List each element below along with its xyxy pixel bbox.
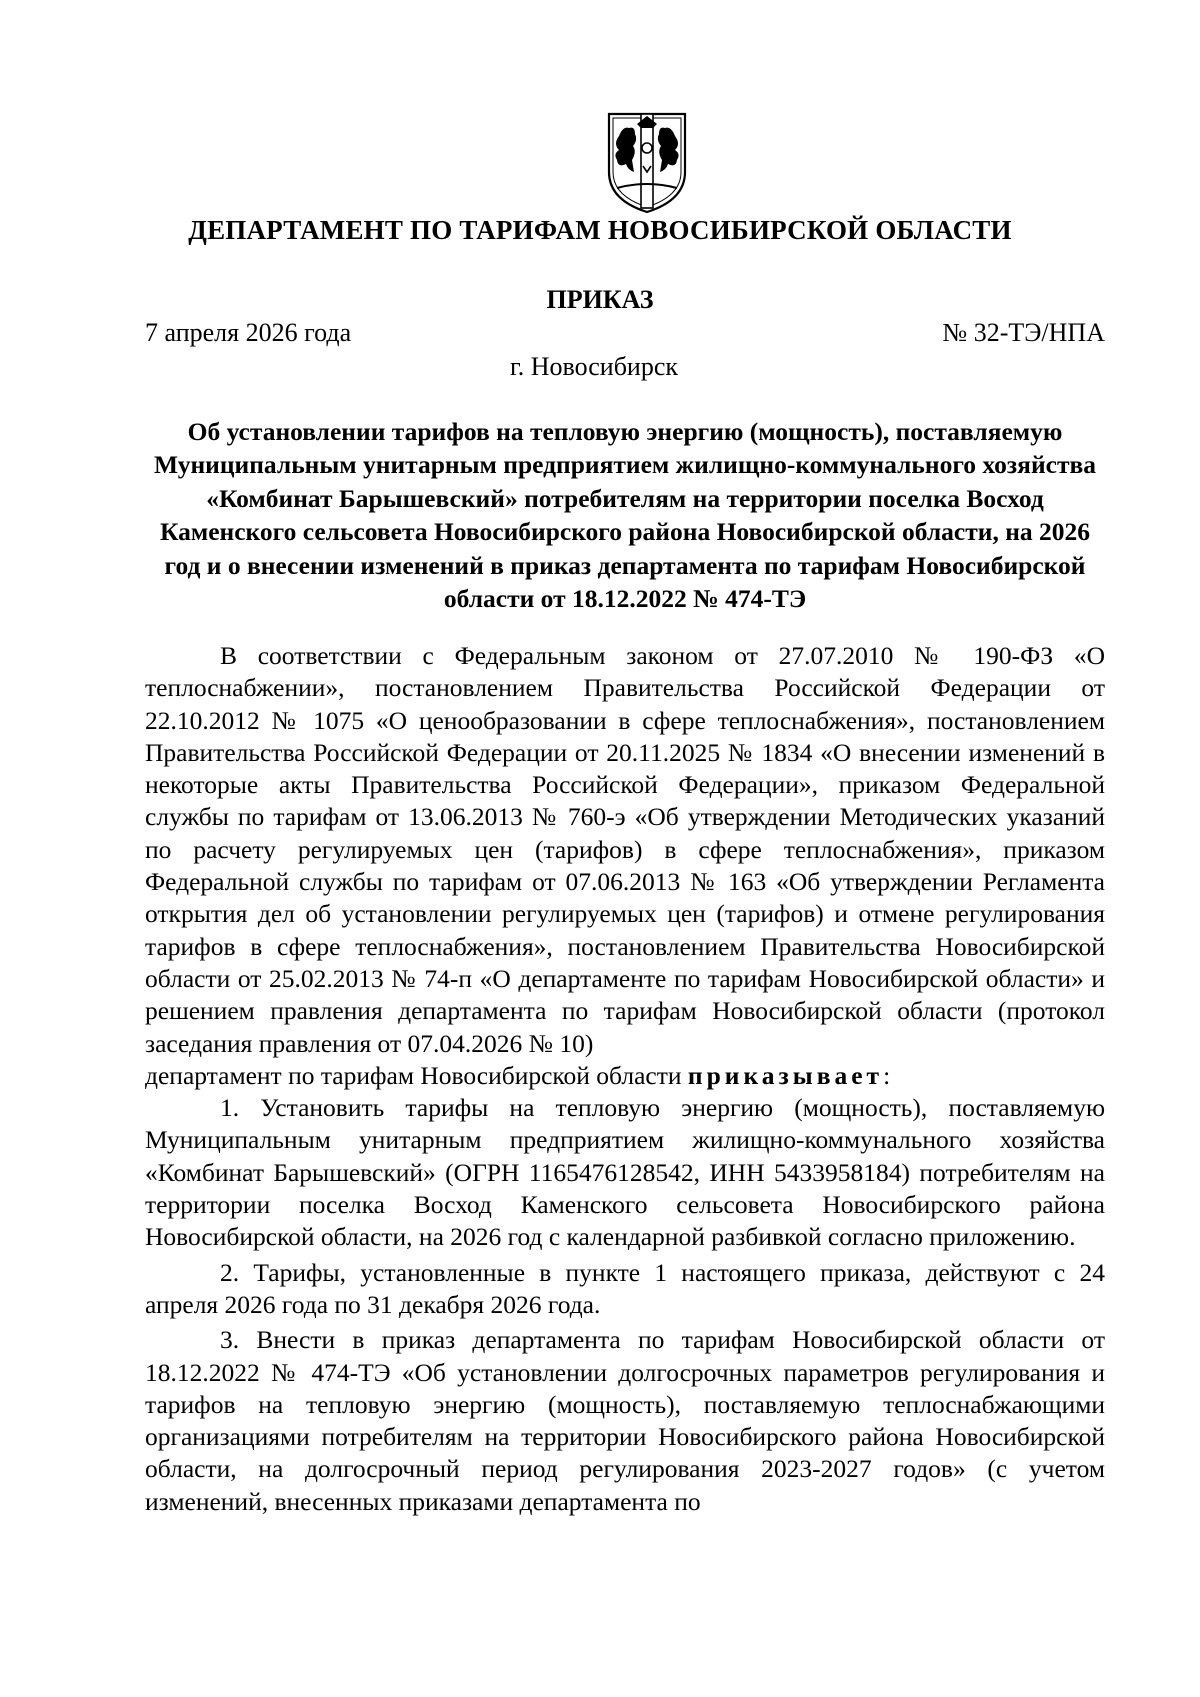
order-date: 7 апреля 2026 года (145, 318, 352, 347)
department-name: ДЕПАРТАМЕНТ ПО ТАРИФАМ НОВОСИБИРСКОЙ ОБЛАСТИ (188, 215, 1012, 245)
document-type: ПРИКАЗ (546, 285, 654, 314)
preamble-paragraph: В соответствии с Федеральным законом от 27.07.2010 № 190-ФЗ «О теплоснабжении», постановлением Правительства Российской Федерации от 22.10.2012 № 1075 «О ценообразовании в сфере теплоснабжения», постановлением Правительства Российской Федерации от 20.11.2025 № 1834 «О внесении изменений в некоторые акты Правительства Российской Федерации», приказом Федеральной службы по тарифам от 13.06.2013 № 760-э «Об утверждении Методических указаний по расчету регулируемых цен (тарифов) в сфере теплоснабжения», приказом Федеральной службы по тарифам от 07.06.2013 № 163 «Об утверждении Регламента открытия дел об установлении регулируемых цен (тарифов) и отмене регулирования тарифов в сфере теплоснабжения», постановлением Правительства Новосибирской области от 25.02.2013 № 74-п «О департаменте по тарифам Новосибирской области» и решением правления департамента по тарифам Новосибирской области (протокол заседания правления от 07.04.2026 № 10) (145, 641, 1105, 1058)
coat-of-arms-icon (603, 110, 691, 215)
decree-colon: : (883, 1060, 891, 1090)
order-number: № 32-ТЭ/НПА (942, 318, 1105, 347)
order-body (145, 640, 1105, 1518)
decree-paragraph (145, 1060, 1105, 1092)
clause-3: 3. Внести в приказ департамента по тарифам Новосибирской области от 18.12.2022 № 474-ТЭ «Об установлении долгосрочных параметров регулирования и тарифов на тепловую энергию (мощность), поставляемую теплоснабжающими организациями потребителям на территории Новосибирского района Новосибирской области, на долгосрочный период регулирования 2023-2027 годов» (с учетом изменений, внесенных приказами департамента по (145, 1325, 1105, 1516)
decree-word: приказывает (687, 1060, 884, 1090)
clause-1: 1. Установить тарифы на тепловую энергию (мощность), поставляемую Муниципальным унитарным предприятием жилищно-коммунального хозяйства «Комбинат Барышевский» (ОГРН 1165476128542, ИНН 5433958184) потребителям на территории поселка Восход Каменского сельсовета Новосибирского района Новосибирской области, на 2026 год с календарной разбивкой согласно приложению. (145, 1093, 1105, 1252)
decree-lead: департамент по тарифам Новосибирской области (145, 1060, 682, 1090)
clause-2: 2. Тарифы, установленные в пункте 1 настоящего приказа, действуют с 24 апреля 2026 года по 31 декабря 2026 года. (145, 1257, 1105, 1319)
order-city: г. Новосибирск (509, 352, 679, 381)
order-title: Об установлении тарифов на тепловую энергию (мощность), поставляемую Муниципальным унитарным предприятием жилищно-коммунального хозяйства «Комбинат Барышевский» потребителям на территории поселка Восход Каменского сельсовета Новосибирского района Новосибирской области, на 2026 год и о внесении изменений в приказ департамента по тарифам Новосибирской области от 18.12.2022 № 474-ТЭ (153, 417, 1097, 614)
